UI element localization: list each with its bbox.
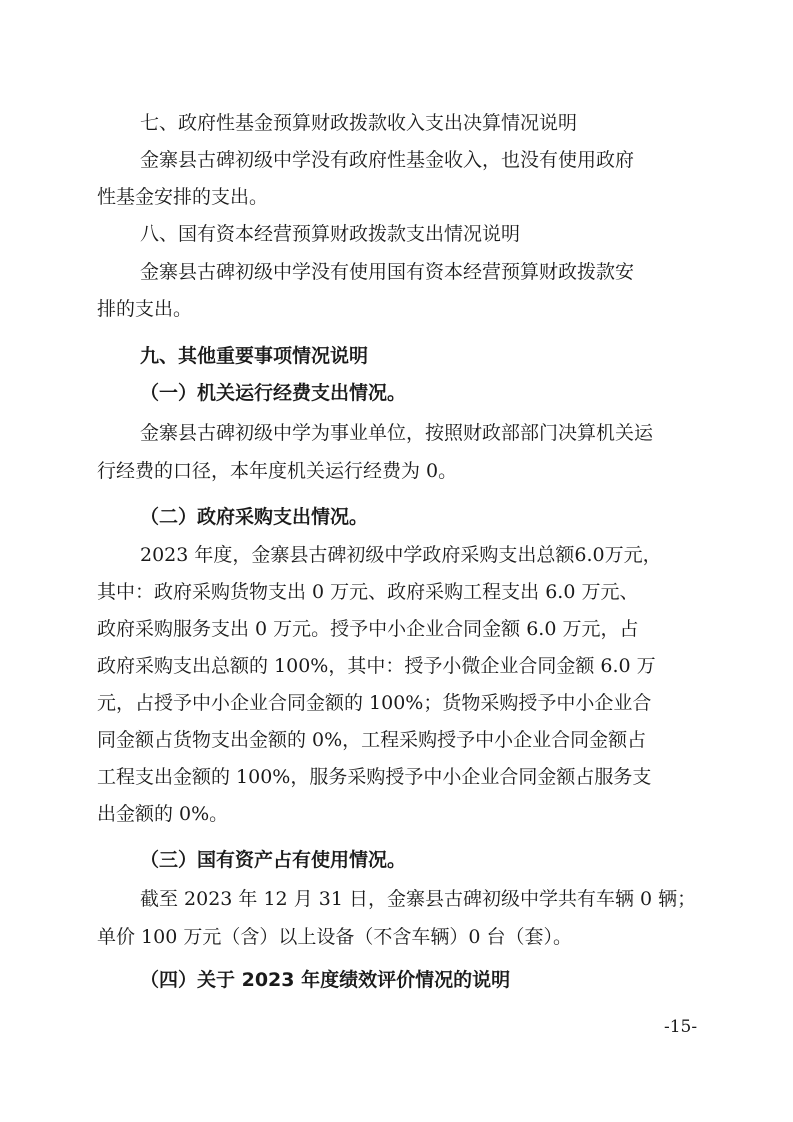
subsection-2-text-line: 元，占授予中小企业合同金额的 100%；货物采购授予中小企业合 — [97, 692, 652, 714]
section-8-heading: 八、国有资本经营预算财政拨款支出情况说明 — [140, 223, 521, 245]
subsection-2-text-line: 政府采购支出总额的 100%，其中：授予小微企业合同金额 6.0 万 — [97, 655, 656, 677]
subsection-1-text-line: 金寨县古碑初级中学为事业单位，按照财政部部门决算机关运 — [140, 422, 654, 444]
subsection-2-text-line: 2023 年度，金寨县古碑初级中学政府采购支出总额6.0万元， — [140, 544, 662, 566]
section-7-heading: 七、政府性基金预算财政拨款收入支出决算情况说明 — [140, 112, 578, 134]
subsection-3-text-line: 单价 100 万元（含）以上设备（不含车辆）0 台（套）。 — [97, 926, 572, 948]
subsection-2-text-line: 出金额的 0%。 — [97, 803, 229, 825]
page-number: -15- — [664, 1017, 698, 1037]
section-9-heading: 九、其他重要事项情况说明 — [140, 345, 369, 367]
subsection-4-heading: （四）关于 2023 年度绩效评价情况的说明 — [140, 969, 511, 991]
subsection-2-text-line: 其中：政府采购货物支出 0 万元、政府采购工程支出 6.0 万元、 — [97, 581, 639, 603]
section-7-text-line: 金寨县古碑初级中学没有政府性基金收入，也没有使用政府 — [140, 149, 635, 171]
section-8-text-line: 排的支出。 — [97, 298, 193, 320]
subsection-1-text-line: 行经费的口径，本年度机关运行经费为 0。 — [97, 460, 458, 482]
subsection-2-text-line: 工程支出金额的 100%，服务采购授予中小企业合同金额占服务支 — [97, 766, 652, 788]
subsection-1-heading: （一）机关运行经费支出情况。 — [140, 382, 407, 404]
section-7-text-line: 性基金安排的支出。 — [97, 186, 269, 208]
subsection-2-text-line: 政府采购服务支出 0 万元。授予中小企业合同金额 6.0 万元，占 — [97, 618, 639, 640]
section-8-text-line: 金寨县古碑初级中学没有使用国有资本经营预算财政拨款安 — [140, 261, 635, 283]
subsection-3-text-line: 截至 2023 年 12 月 31 日，金寨县古碑初级中学共有车辆 0 辆； — [140, 888, 697, 910]
subsection-2-heading: （二）政府采购支出情况。 — [140, 506, 369, 528]
subsection-2-text-line: 同金额占货物支出金额的 0%，工程采购授予中小企业合同金额占 — [97, 729, 647, 751]
subsection-3-heading: （三）国有资产占有使用情况。 — [140, 849, 407, 871]
